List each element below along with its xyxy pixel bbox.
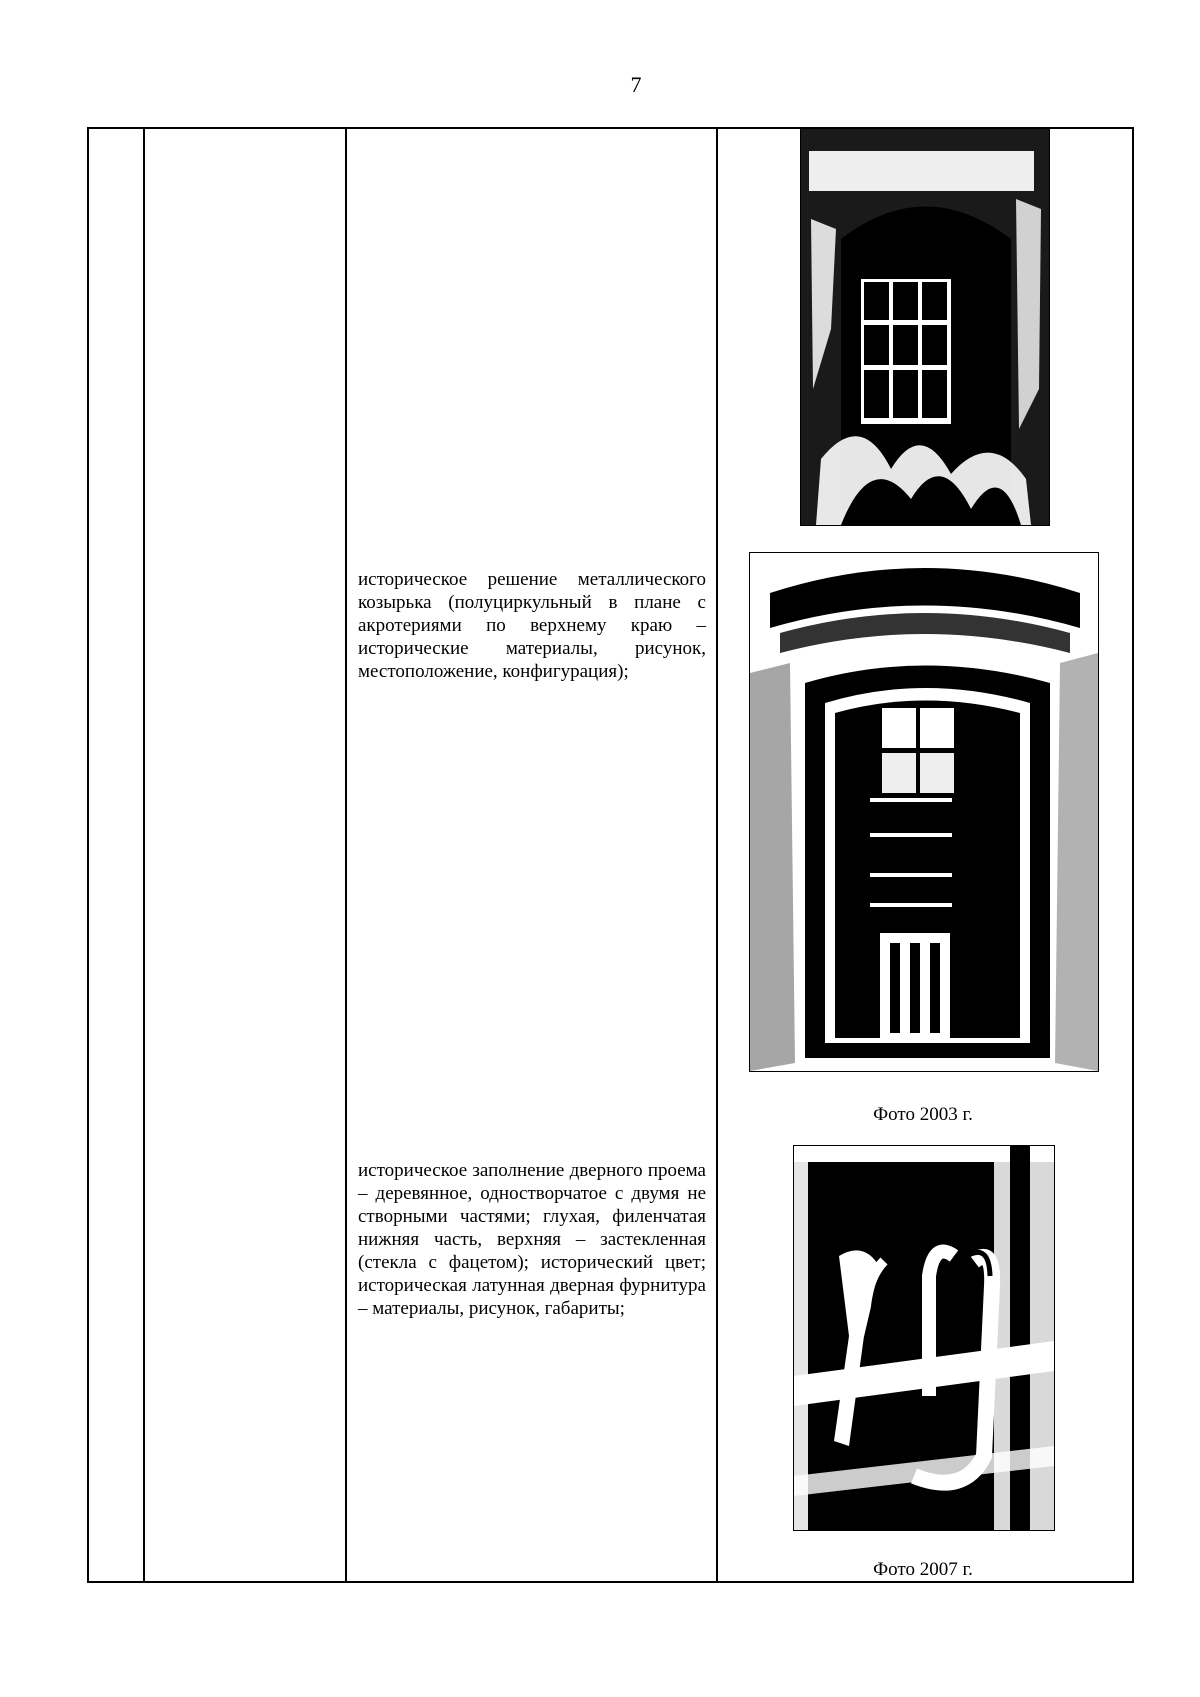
column-divider-3 [716, 129, 718, 1581]
row-1-description: историческое решение металлического козырька (полуциркульный в плане с акротериями по верхнему краю – исторические материалы, рисунок, местоположение, конфигурация); [358, 569, 706, 682]
photo-window [800, 128, 1050, 526]
photo-door-canopy [749, 552, 1099, 1072]
column-divider-1 [143, 129, 145, 1581]
photo-door-hardware [793, 1145, 1055, 1531]
column-divider-2 [345, 129, 347, 1581]
row-1-photo-caption: Фото 2003 г. [873, 1104, 973, 1125]
row-2-photo-caption: Фото 2007 г. [873, 1559, 973, 1580]
row-2-description: историческое заполнение дверного проема – деревянное, одностворчатое с двумя не створными частями; глухая, филенчатая нижняя часть, верхняя – застекленная (стекла с фацетом); исторический цвет; историческая латунная дверная фурнитура – материалы, рисунок, габариты; [358, 1160, 706, 1319]
page-number: 7 [630, 72, 642, 97]
